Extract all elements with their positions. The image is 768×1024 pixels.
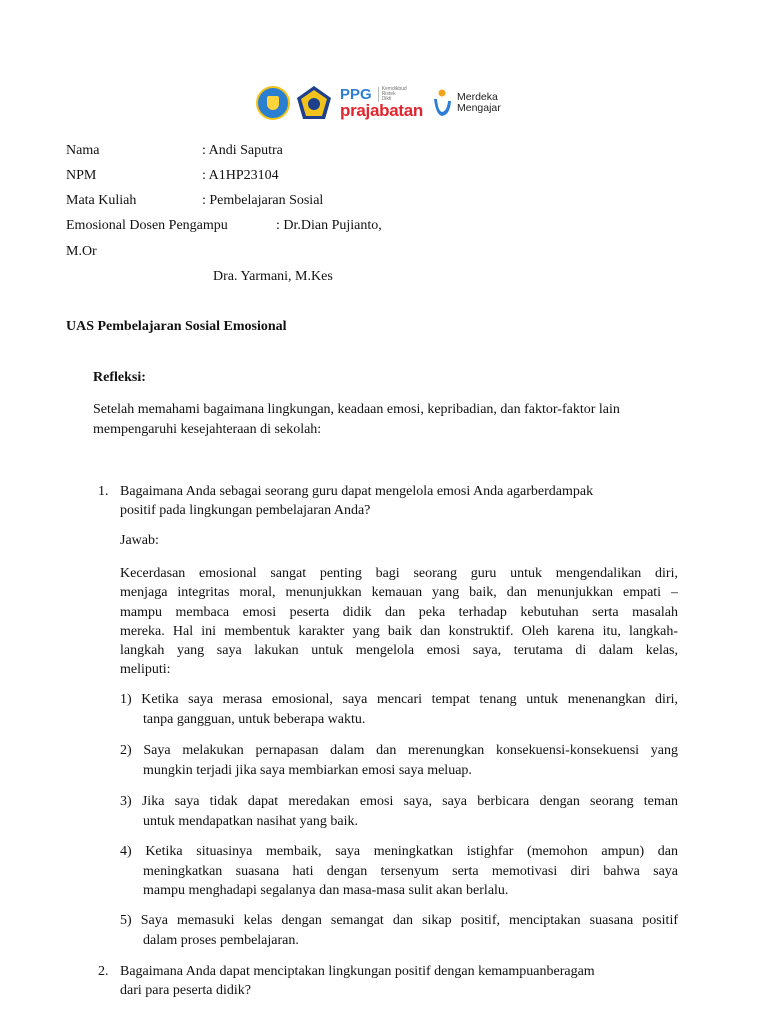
step-item [120,911,678,951]
question-line: positif pada lingkungan pembelajaran Anda? [120,503,371,518]
mata-kuliah-label: Mata Kuliah [66,193,137,208]
dosen-second-value: Dra. Yarmani, M.Kes [213,269,333,284]
step-line: mungkin terjadi jika saya membiarkan emosi saya meluap. [143,763,472,778]
jawab-label: Jawab: [120,533,159,548]
answer-paragraph [120,564,678,680]
question-2-text [120,962,680,1000]
step-item [120,690,678,730]
answer-line: meliputi: [120,662,171,678]
answer-line: Kecerdasan emosional sangat penting bagi seorang guru untuk mengendalikan diri, [120,566,678,581]
step-line: 3) Jika saya tidak dapat meredakan emosi saya, saya berbicara dengan seorang teman [120,794,678,809]
ppg-logo-text: PPG [340,86,372,103]
dosen-label: Emosional Dosen Pengampu [66,218,228,233]
merdeka-text: Merdeka [456,91,498,103]
step-line: 5) Saya memasuki kelas dengan semangat dan sikap positif, menciptakan suasana positif [120,913,678,928]
step-item [120,741,678,781]
step-line: mampu menghadapi segalanya dan masa-masa sulit akan berlalu. [143,883,509,898]
mengajar-text: Mengajar [456,102,501,114]
merdeka-mengajar-logo [457,92,501,114]
step-item [120,792,678,832]
question-2-number: 2. [98,964,109,979]
merdeka-mengajar-icon [431,87,453,119]
intro-paragraph [93,400,683,440]
step-line: untuk mendapatkan nasihat yang baik. [143,814,358,829]
exam-title: UAS Pembelajaran Sosial Emosional [66,319,287,334]
step-line: 2) Saya melakukan pernapasan dalam dan merenungkan konsekuensi-konsekuensi yang [120,743,678,758]
npm-label: NPM [66,168,97,183]
mata-kuliah-value: : Pembelajaran Sosial [202,193,324,208]
intro-line: mempengaruhi kesejahteraan di sekolah: [93,422,322,437]
ppg-tagline: Kemdikbud Ristek Dikti [378,87,402,102]
step-line: 4) Ketika situasinya membaik, saya meningkatkan istighfar (memohon ampun) dan [120,844,678,859]
question-1-text [120,482,680,520]
question-1-number: 1. [98,484,109,499]
step-line: 1) Ketika saya merasa emosional, saya mencari tempat tenang untuk menenangkan diri, [120,692,678,707]
header-logos [256,82,501,124]
university-crest-logo [296,85,332,121]
answer-line: mereka. Hal ini membentuk karakter yang baik dan konstruktif. Oleh karena itu, langkah- [120,623,678,639]
refleksi-heading: Refleksi: [93,370,146,385]
answer-line: menjaga integritas moral, menunjukkan kemauan yang baik, dan menunjukkan empati – [120,585,678,601]
step-line: tanpa gangguan, untuk beberapa waktu. [143,712,366,727]
dosen-value: : Dr.Dian Pujianto, [276,218,382,233]
prajabatan-logo-text: prajabatan [340,101,423,120]
npm-value: : A1HP23104 [202,168,279,183]
step-item [120,842,678,901]
tut-wuri-handayani-logo [256,86,290,120]
step-line: meningkatkan suasana hati dengan tersenyum serta memotivasi diri bahwa saya [143,863,678,879]
nama-value: : Andi Saputra [202,143,283,158]
question-line: Bagaimana Anda dapat menciptakan lingkungan positif dengan kemampuanberagam [120,964,595,979]
dosen-value-continued: M.Or [66,244,97,259]
answer-line: mampu membaca emosi peserta didik dan peka terhadap kebutuhan serta masalah [120,604,678,620]
intro-line: Setelah memahami bagaimana lingkungan, keadaan emosi, kepribadian, dan faktor-faktor lain [93,402,620,417]
question-line: dari para peserta didik? [120,983,251,998]
question-line: Bagaimana Anda sebagai seorang guru dapat mengelola emosi Anda agarberdampak [120,484,594,499]
answer-line: langkah yang saya lakukan untuk mengelola emosi saya, terutama di dalam kelas, [120,643,678,659]
nama-label: Nama [66,143,100,158]
ppg-prajabatan-logo [340,87,423,119]
step-line: dalam proses pembelajaran. [143,933,299,948]
